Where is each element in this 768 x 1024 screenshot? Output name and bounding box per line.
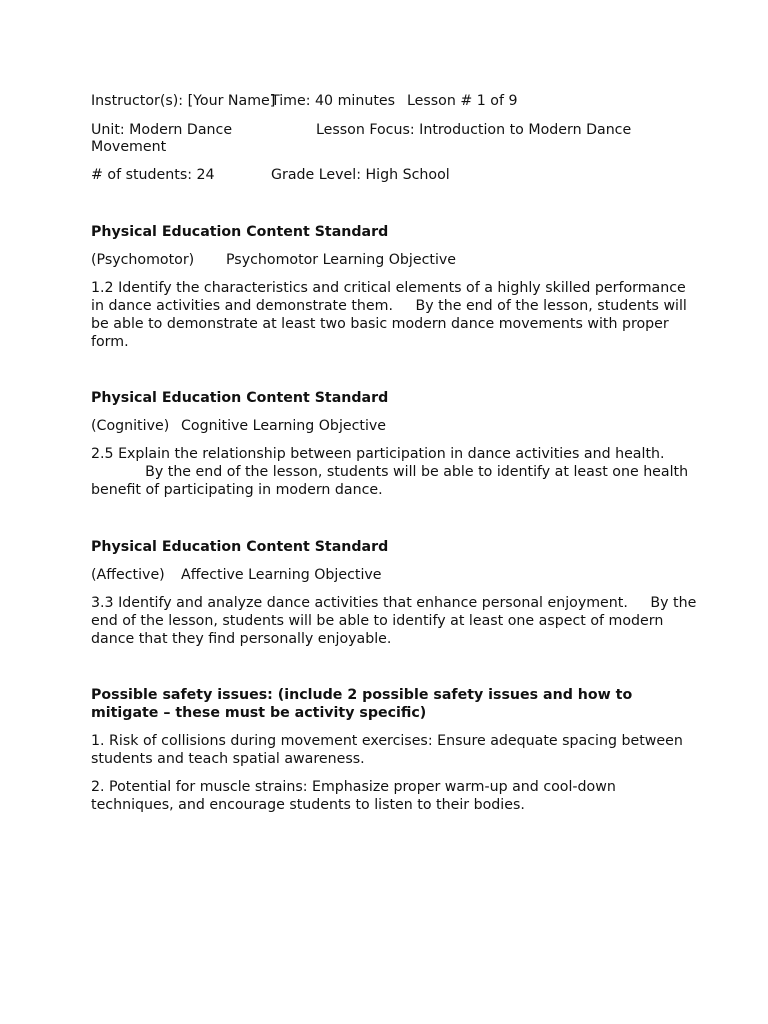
lesson-number-field: Lesson # 1 of 9 (407, 93, 518, 109)
standard-text-line: end of the lesson, students will be able to identify at least one aspect of modern (91, 613, 664, 629)
standard-text-line: be able to demonstrate at least two basic modern dance movements with proper (91, 316, 669, 332)
students-count-field: # of students: 24 (91, 167, 215, 183)
standard-text-line: in dance activities and demonstrate them. By the end of the lesson, students will (91, 298, 687, 314)
safety-item-line: 1. Risk of collisions during movement exercises: Ensure adequate spacing between (91, 733, 683, 749)
safety-heading: mitigate – these must be activity specific) (91, 705, 427, 721)
standard-text-line: form. (91, 334, 129, 350)
standard-domain: (Cognitive) (91, 418, 170, 434)
objective-label: Affective Learning Objective (181, 567, 382, 583)
standard-text-line: benefit of participating in modern dance. (91, 482, 383, 498)
standard-text-line: dance that they find personally enjoyable. (91, 631, 392, 647)
lesson-focus-field: Lesson Focus: Introduction to Modern Dance (316, 122, 632, 138)
standard-text-line: By the end of the lesson, students will be able to identify at least one health (91, 464, 689, 480)
standard-domain: (Affective) (91, 567, 165, 583)
safety-item-line: students and teach spatial awareness. (91, 751, 365, 767)
time-field: Time: 40 minutes (271, 93, 396, 109)
instructor-field: Instructor(s): [Your Name] (91, 93, 276, 109)
standard-domain: (Psychomotor) (91, 252, 195, 268)
objective-label: Psychomotor Learning Objective (226, 252, 457, 268)
unit-field: Unit: Modern Dance (91, 122, 233, 138)
safety-item-line: 2. Potential for muscle strains: Emphasize proper warm-up and cool-down (91, 779, 616, 795)
objective-label: Cognitive Learning Objective (181, 418, 387, 434)
standard-text-line: 3.3 Identify and analyze dance activities that enhance personal enjoyment. By the (91, 595, 697, 611)
safety-heading: Possible safety issues: (include 2 possible safety issues and how to (91, 687, 633, 703)
grade-level-field: Grade Level: High School (271, 167, 450, 183)
standard-text-line: 1.2 Identify the characteristics and critical elements of a highly skilled performance (91, 280, 686, 296)
section-heading: Physical Education Content Standard (91, 539, 389, 555)
section-heading: Physical Education Content Standard (91, 224, 389, 240)
lesson-focus-continuation: Movement (91, 139, 167, 155)
safety-item-line: techniques, and encourage students to listen to their bodies. (91, 797, 525, 813)
section-heading: Physical Education Content Standard (91, 390, 389, 406)
standard-text-line: 2.5 Explain the relationship between participation in dance activities and health. (91, 446, 665, 462)
